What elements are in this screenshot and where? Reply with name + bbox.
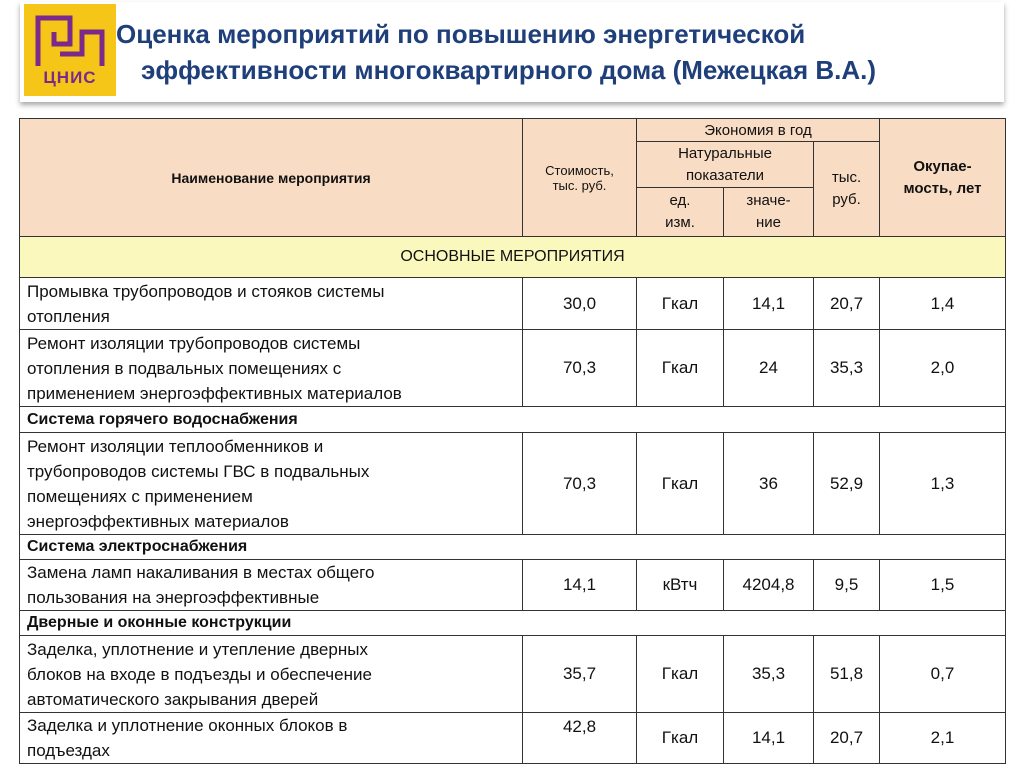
col-header-natural <box>637 142 814 188</box>
cost-cell: 70,3 <box>523 330 637 407</box>
unit-cell: Гкал <box>637 330 724 407</box>
measure-line: блоков на входе в подъезды и обеспечение <box>27 664 372 684</box>
value-cell: 24 <box>724 330 814 407</box>
table-row <box>20 433 1006 535</box>
cost-cell: 70,3 <box>523 433 637 535</box>
measure-line: Промывка трубопроводов и стояков системы <box>27 281 385 301</box>
payback-cell: 2,1 <box>880 713 1006 764</box>
unit-cell: Гкал <box>637 713 724 764</box>
unit-cell: Гкал <box>637 433 724 535</box>
table-row <box>20 278 1006 330</box>
measure-name <box>20 560 523 611</box>
measure-name <box>20 433 523 535</box>
unit-cell: Гкал <box>637 278 724 330</box>
col-header-name: Наименование мероприятия <box>20 119 523 237</box>
measure-name <box>20 330 523 407</box>
measure-line: отопления в подвальных помещениях с <box>27 358 342 378</box>
measure-line: Ремонт изоляции трубопроводов системы <box>27 333 361 353</box>
value-cell: 14,1 <box>724 713 814 764</box>
col-header-payback <box>880 119 1006 237</box>
rub-cell: 52,9 <box>814 433 880 535</box>
col-header-rub <box>814 142 880 237</box>
cnis-logo <box>24 4 116 96</box>
unit-header-line-2: изм. <box>665 214 695 231</box>
section-label: Система горячего водоснабжения <box>20 407 1006 433</box>
payback-header-line-1: Окупае- <box>913 157 972 175</box>
rub-cell: 20,7 <box>814 278 880 330</box>
title-line-2: эффективности многоквартирного дома (Межецкая В.А.) <box>141 55 877 85</box>
value-cell: 14,1 <box>724 278 814 330</box>
payback-cell: 1,4 <box>880 278 1006 330</box>
table-row <box>20 560 1006 611</box>
measure-name <box>20 636 523 713</box>
band-label: ОСНОВНЫЕ МЕРОПРИЯТИЯ <box>20 237 1006 278</box>
table-row <box>20 330 1006 407</box>
value-header-line-1: значе- <box>746 192 791 209</box>
payback-cell: 0,7 <box>880 636 1006 713</box>
header-row-1 <box>20 119 1006 142</box>
measure-line: подъездах <box>27 741 110 760</box>
unit-header-line-1: ед. <box>669 192 691 209</box>
section-row-electric <box>20 535 1006 560</box>
section-label: Система электроснабжения <box>20 535 1006 560</box>
measure-name <box>20 713 523 764</box>
rub-cell: 9,5 <box>814 560 880 611</box>
measures-table <box>19 118 1006 764</box>
cost-header-line-2: тыс. руб. <box>552 177 607 193</box>
measure-line: трубопроводов системы ГВС в подвальных <box>27 461 370 481</box>
col-header-value <box>724 188 814 237</box>
table-row <box>20 713 1006 764</box>
measure-line: Замена ламп накаливания в местах общего <box>27 563 375 582</box>
measure-line: автоматического закрывания дверей <box>27 689 319 709</box>
payback-cell: 1,5 <box>880 560 1006 611</box>
title-line-1: Оценка мероприятий по повышению энергетической <box>116 19 806 49</box>
measure-line: Заделка, уплотнение и утепление дверных <box>27 639 368 659</box>
value-header-line-2: ние <box>755 214 781 231</box>
col-header-cost <box>523 119 637 237</box>
unit-cell: кВтч <box>637 560 724 611</box>
measure-line: помещениях с применением <box>27 486 253 506</box>
payback-cell: 1,3 <box>880 433 1006 535</box>
cost-cell: 42,8 <box>523 713 637 764</box>
measure-line: энергоэффективных материалов <box>27 511 289 531</box>
measure-name <box>20 278 523 330</box>
main-measures-band <box>20 237 1006 278</box>
rub-cell: 20,7 <box>814 713 880 764</box>
measure-line: пользования на энергоэффективные <box>27 588 320 607</box>
section-row-doors <box>20 611 1006 636</box>
natural-header-line-2: показатели <box>685 166 765 184</box>
payback-cell: 2,0 <box>880 330 1006 407</box>
value-cell: 4204,8 <box>724 560 814 611</box>
measure-line: отопления <box>27 306 110 326</box>
measure-line: Ремонт изоляции теплообменников и <box>27 436 324 456</box>
measure-line: применением энергоэффективных материалов <box>27 383 402 403</box>
value-cell: 36 <box>724 433 814 535</box>
logo-text: ЦНИС <box>43 68 97 87</box>
payback-header-line-2: мость, лет <box>903 179 982 197</box>
unit-cell: Гкал <box>637 636 724 713</box>
col-header-unit <box>637 188 724 237</box>
measure-line: Заделка и уплотнение оконных блоков в <box>27 716 348 735</box>
cost-header-line-1: Стоимость, <box>545 162 614 178</box>
value-cell: 35,3 <box>724 636 814 713</box>
section-label: Дверные и оконные конструкции <box>20 611 1006 636</box>
rub-header-line-1: тыс. <box>831 169 862 186</box>
cost-cell: 30,0 <box>523 278 637 330</box>
slide-header <box>20 2 1004 102</box>
rub-cell: 51,8 <box>814 636 880 713</box>
rub-cell: 35,3 <box>814 330 880 407</box>
natural-header-line-1: Натуральные <box>678 144 772 162</box>
col-header-economy: Экономия в год <box>637 119 880 142</box>
cost-cell: 14,1 <box>523 560 637 611</box>
table-row <box>20 636 1006 713</box>
cost-cell: 35,7 <box>523 636 637 713</box>
rub-header-line-2: руб. <box>832 191 861 208</box>
page-title <box>116 16 996 88</box>
section-row-hot-water <box>20 407 1006 433</box>
